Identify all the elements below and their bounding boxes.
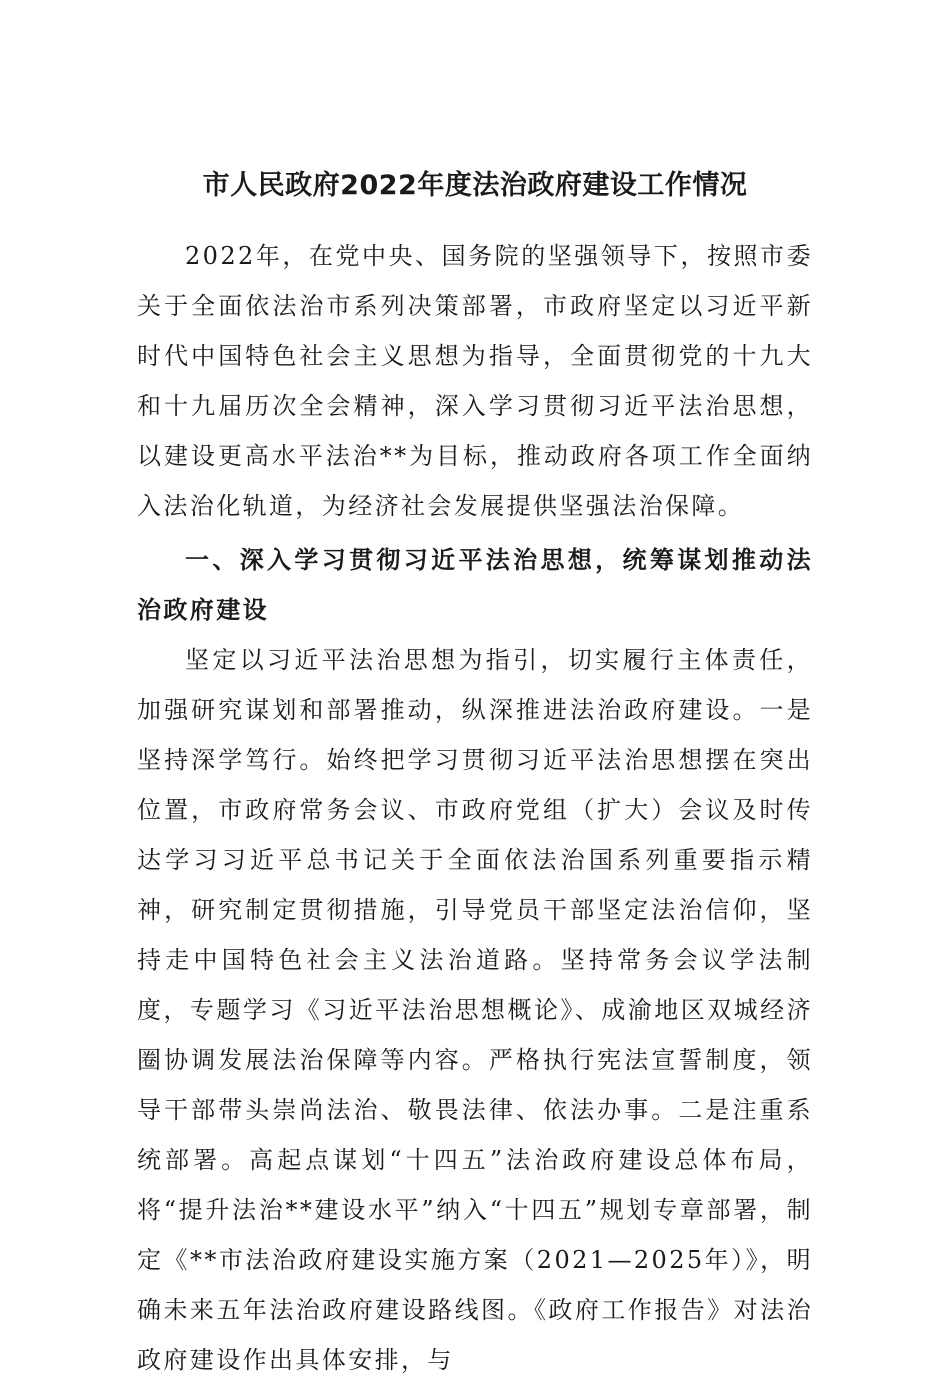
section-1-paragraph: 坚定以习近平法治思想为指引，切实履行主体责任，加强研究谋划和部署推动，纵深推进法治政府建设。一是坚持深学笃行。始终把学习贯彻习近平法治思想摆在突出位置，市政府常务会议、市政府党组（扩大）会议及时传达学习习近平总书记关于全面依法治国系列重要指示精神，研究制定贯彻措施，引导党员干部坚定法治信仰，坚持走中国特色社会主义法治道路。坚持常务会议学法制度，专题学习《习近平法治思想概论》、成渝地区双城经济圈协调发展法治保障等内容。严格执行宪法宣誓制度，领导干部带头崇尚法治、敬畏法律、依法办事。二是注重系统部署。高起点谋划“十四五”法治政府建设总体布局，将“提升法治**建设水平”纳入“十四五”规划专章部署，制定《**市法治政府建设实施方案（2021—2025年）》，明确未来五年法治政府建设路线图。《政府工作报告》对法治政府建设作出具体安排，与 [137, 646, 813, 1374]
section-1-heading: 一、深入学习贯彻习近平法治思想，统筹谋划推动法治政府建设 [137, 546, 813, 624]
document-title: 市人民政府2022年度法治政府建设工作情况 [202, 170, 748, 201]
intro-paragraph: 2022年，在党中央、国务院的坚强领导下，按照市委关于全面依法治市系列决策部署，市政府坚定以习近平新时代中国特色社会主义思想为指导，全面贯彻党的十九大和十九届历次全会精神，深入学习贯彻习近平法治思想，以建设更高水平法治**为目标，推动政府各项工作全面纳入法治化轨道，为经济社会发展提供坚强法治保障。 [137, 242, 813, 520]
document-body [137, 231, 813, 1385]
